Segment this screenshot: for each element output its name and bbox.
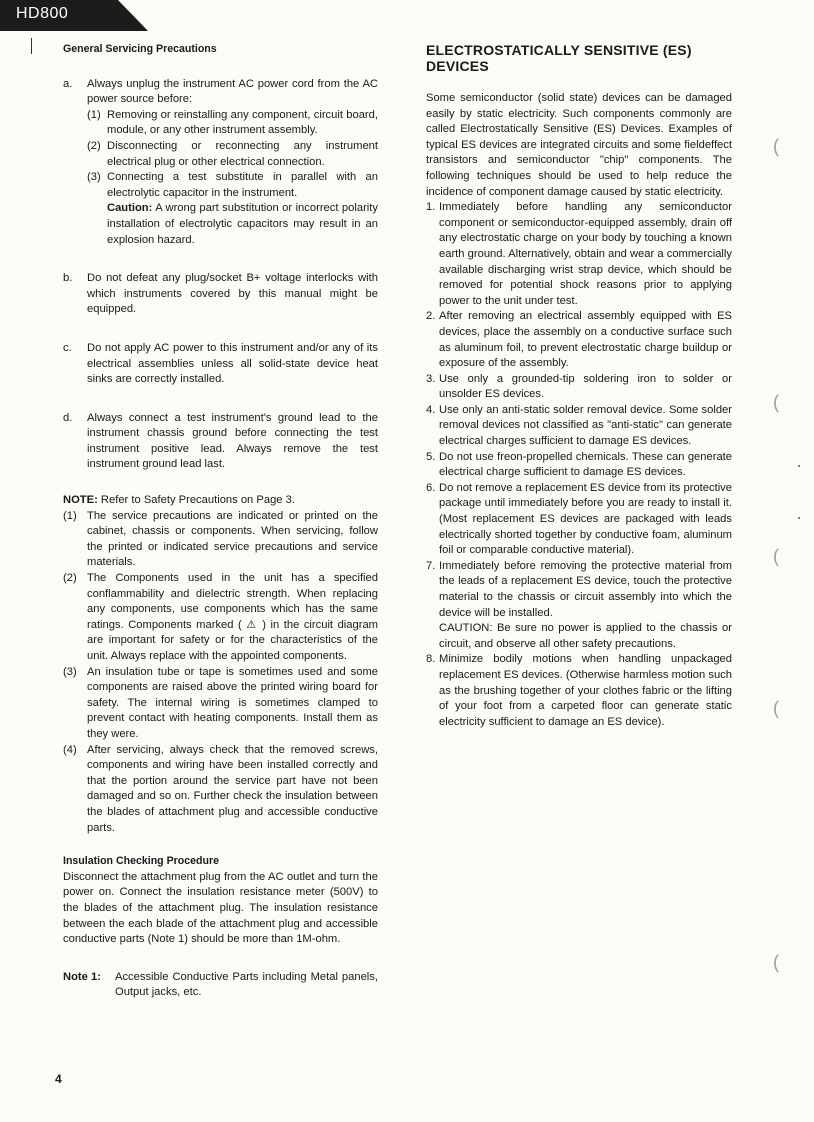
es-item-text: Immediately before removing the protective material from the leads of a replacement ES device, touch the protective material to the chassis or circuit assembly into which the device will be installed. <box>439 559 732 619</box>
note-item-text: The service precautions are indicated or printed on the cabinet, chassis or components. When servicing, follow the printed or indicated service precautions and service materials. <box>87 509 378 569</box>
es-item-text: Use only a grounded-tip soldering iron to solder or unsolder ES devices. <box>439 372 732 401</box>
es-item <box>426 200 732 309</box>
es-devices-title: ELECTROSTATICALLY SENSITIVE (ES) DEVICES <box>426 42 692 74</box>
note-block <box>63 493 378 836</box>
note-item <box>63 743 378 837</box>
es-item-label: 2. <box>426 310 436 323</box>
precaution-item-a <box>63 77 378 108</box>
es-item-label: 1. <box>426 201 436 214</box>
es-item <box>426 372 732 403</box>
es-item-label: 4. <box>426 403 436 416</box>
item-label: a. <box>63 77 73 90</box>
note-text: Refer to Safety Precautions on Page 3. <box>97 494 295 507</box>
sub-text: Removing or reinstalling any component, circuit board, module, or any other instrument assembly. <box>107 108 378 137</box>
margin-rule <box>31 38 32 54</box>
note-1 <box>63 970 378 1001</box>
general-precautions-title: General Servicing Precautions <box>63 43 217 55</box>
insulation-text: Disconnect the attachment plug from the AC outlet and turn the power on. Connect the insulation resistance meter (500V) to the blades of the attachment plug. The insulation resistance between the each blade of the attachment plug and accessible conductive parts (Note 1) should be more than 1M-ohm. <box>63 870 378 946</box>
es-item <box>426 559 732 653</box>
sub-label: (1) <box>87 108 101 121</box>
binder-hole-mark: ( <box>773 952 779 972</box>
sub-text: Disconnecting or reconnecting any instrument electrical plug or other electrical connection. <box>107 139 378 168</box>
note-item-label: (3) <box>63 665 77 678</box>
item-text: Do not apply AC power to this instrument and/or any of its electrical assemblies unless all solid-state device heat sinks are correctly installed. <box>87 341 378 386</box>
note-item-label: (4) <box>63 743 77 756</box>
es-item-body <box>439 559 732 653</box>
es-item-text: After removing an electrical assembly equipped with ES devices, place the assembly on a conductive surface such as aluminum foil, to prevent electrostatic charge buildup or exposure of the assembly. <box>439 310 732 370</box>
binder-hole-mark: ( <box>773 136 779 156</box>
es-item-text: Do not use freon-propelled chemicals. These can generate electrical charge sufficient to damage ES devices. <box>439 450 732 479</box>
note-label: NOTE: <box>63 494 98 507</box>
es-item-label: 5. <box>426 450 436 463</box>
note-item-label: (1) <box>63 509 77 522</box>
binder-hole-mark: ( <box>773 698 779 718</box>
es-item <box>426 652 732 730</box>
sub-label: (2) <box>87 139 101 152</box>
sub-item <box>87 170 378 201</box>
item-label: d. <box>63 411 73 424</box>
note-item-text: After servicing, always check that the removed screws, components and wiring have been installed correctly and that the portion around the service part have not been damaged and so on. Further check the insulation between the blades of attachment plug and accessible conductive parts. <box>87 743 378 834</box>
note-item <box>63 509 378 571</box>
binder-hole-mark: ( <box>773 392 779 412</box>
note-item-label: (2) <box>63 572 77 585</box>
note-item-text: The Components used in the unit has a specified conflammability and dielectric strength. When replacing any components, use components which has the same ratings. Components marked ( ⚠ ) in the circuit diagram are important for safety or for the characteristics of the unit. Always replace with the appointed components. <box>87 572 378 662</box>
scan-speck <box>798 517 800 519</box>
es-item-label: 7. <box>426 559 436 572</box>
note-heading <box>63 493 378 509</box>
caution-paragraph <box>107 201 378 248</box>
precaution-item-c <box>63 341 378 388</box>
item-text: Always unplug the instrument AC power cord from the AC power source before: <box>87 77 378 106</box>
es-item-label: 6. <box>426 481 436 494</box>
es-item <box>426 403 732 450</box>
note-item <box>63 665 378 743</box>
es-item-text: Minimize bodily motions when handling unpackaged replacement ES devices. (Otherwise harmless motion such as the brushing together of your clothes fabric or the lifting of your foot from a carpeted floor can generate static electricity sufficient to damage an ES device). <box>439 653 732 728</box>
es-item <box>426 481 732 559</box>
page-number: 4 <box>55 1072 62 1086</box>
sub-label: (3) <box>87 171 101 184</box>
es-item-label: 8. <box>426 653 436 666</box>
es-item-text: Use only an anti-static solder removal device. Some solder removal devices not classified as "anti-static" can generate electrical charges sufficient to damage ES devices. <box>439 403 732 448</box>
model-tab-label: HD800 <box>16 5 69 22</box>
left-column <box>63 42 378 1001</box>
sub-item <box>87 139 378 170</box>
es-intro: Some semiconductor (solid state) devices can be damaged easily by static electricity. Such components commonly are called Electrostatically Sensitive (ES) Devices. Examples of typical ES devices are integrated circuits and some fieldeffect transistors and semiconductor "chip" components. The following techniques should be used to help reduce the incidence of component damage caused by static electricity. <box>426 92 732 198</box>
scan-speck <box>798 465 800 467</box>
es-item <box>426 309 732 371</box>
caution-text: A wrong part substitution or incorrect polarity installation of electrolytic capacitors may result in an explosion hazard. <box>107 202 378 246</box>
es-item-text: Immediately before handling any semiconductor component or semiconductor-equipped assembly, drain off any electrostatic charge on your body by touching a known earth ground. Alternatively, obtain and wear a commercially available discharging wrist strap device, which should be removed for potential shock reasons prior to applying power to the unit under test. <box>439 201 732 307</box>
insulation-title: Insulation Checking Procedure <box>63 855 219 868</box>
item-label: b. <box>63 272 73 285</box>
item-text: Do not defeat any plug/socket B+ voltage interlocks with which instruments covered by this manual might be equipped. <box>87 272 378 316</box>
caution-label: Caution: <box>107 202 153 215</box>
es-item-label: 3. <box>426 372 436 385</box>
es-item-text: Do not remove a replacement ES device from its protective package until immediately before you are ready to install it. (Most replacement ES devices are packaged with leads electrically shorted together by conductive foam, aluminum foil or comparable conductive material). <box>439 481 732 557</box>
note-1-text: Accessible Conductive Parts including Metal panels, Output jacks, etc. <box>115 970 378 999</box>
item-label: c. <box>63 341 72 354</box>
sub-item <box>87 108 378 139</box>
note-1-label: Note 1: <box>63 970 101 983</box>
es-item <box>426 450 732 481</box>
sub-text: Connecting a test substitute in parallel with an electrolytic capacitor in the instrument. <box>107 171 378 199</box>
item-text: Always connect a test instrument's ground lead to the instrument chassis ground before connecting the test instrument positive lead. Always remove the test instrument ground lead last. <box>87 411 378 471</box>
precaution-item-b <box>63 271 378 318</box>
es-caution: CAUTION: Be sure no power is applied to the chassis or circuit, and observe all other safety precautions. <box>439 622 732 650</box>
note-item-text: An insulation tube or tape is sometimes used and some components are raised above the printed wiring board for safety. The internal wiring is sometimes clamped to prevent contact with heating components. Install them as they were. <box>87 665 378 740</box>
precaution-item-d <box>63 411 378 473</box>
binder-hole-mark: ( <box>773 546 779 566</box>
note-item <box>63 571 378 665</box>
right-column <box>426 42 732 730</box>
